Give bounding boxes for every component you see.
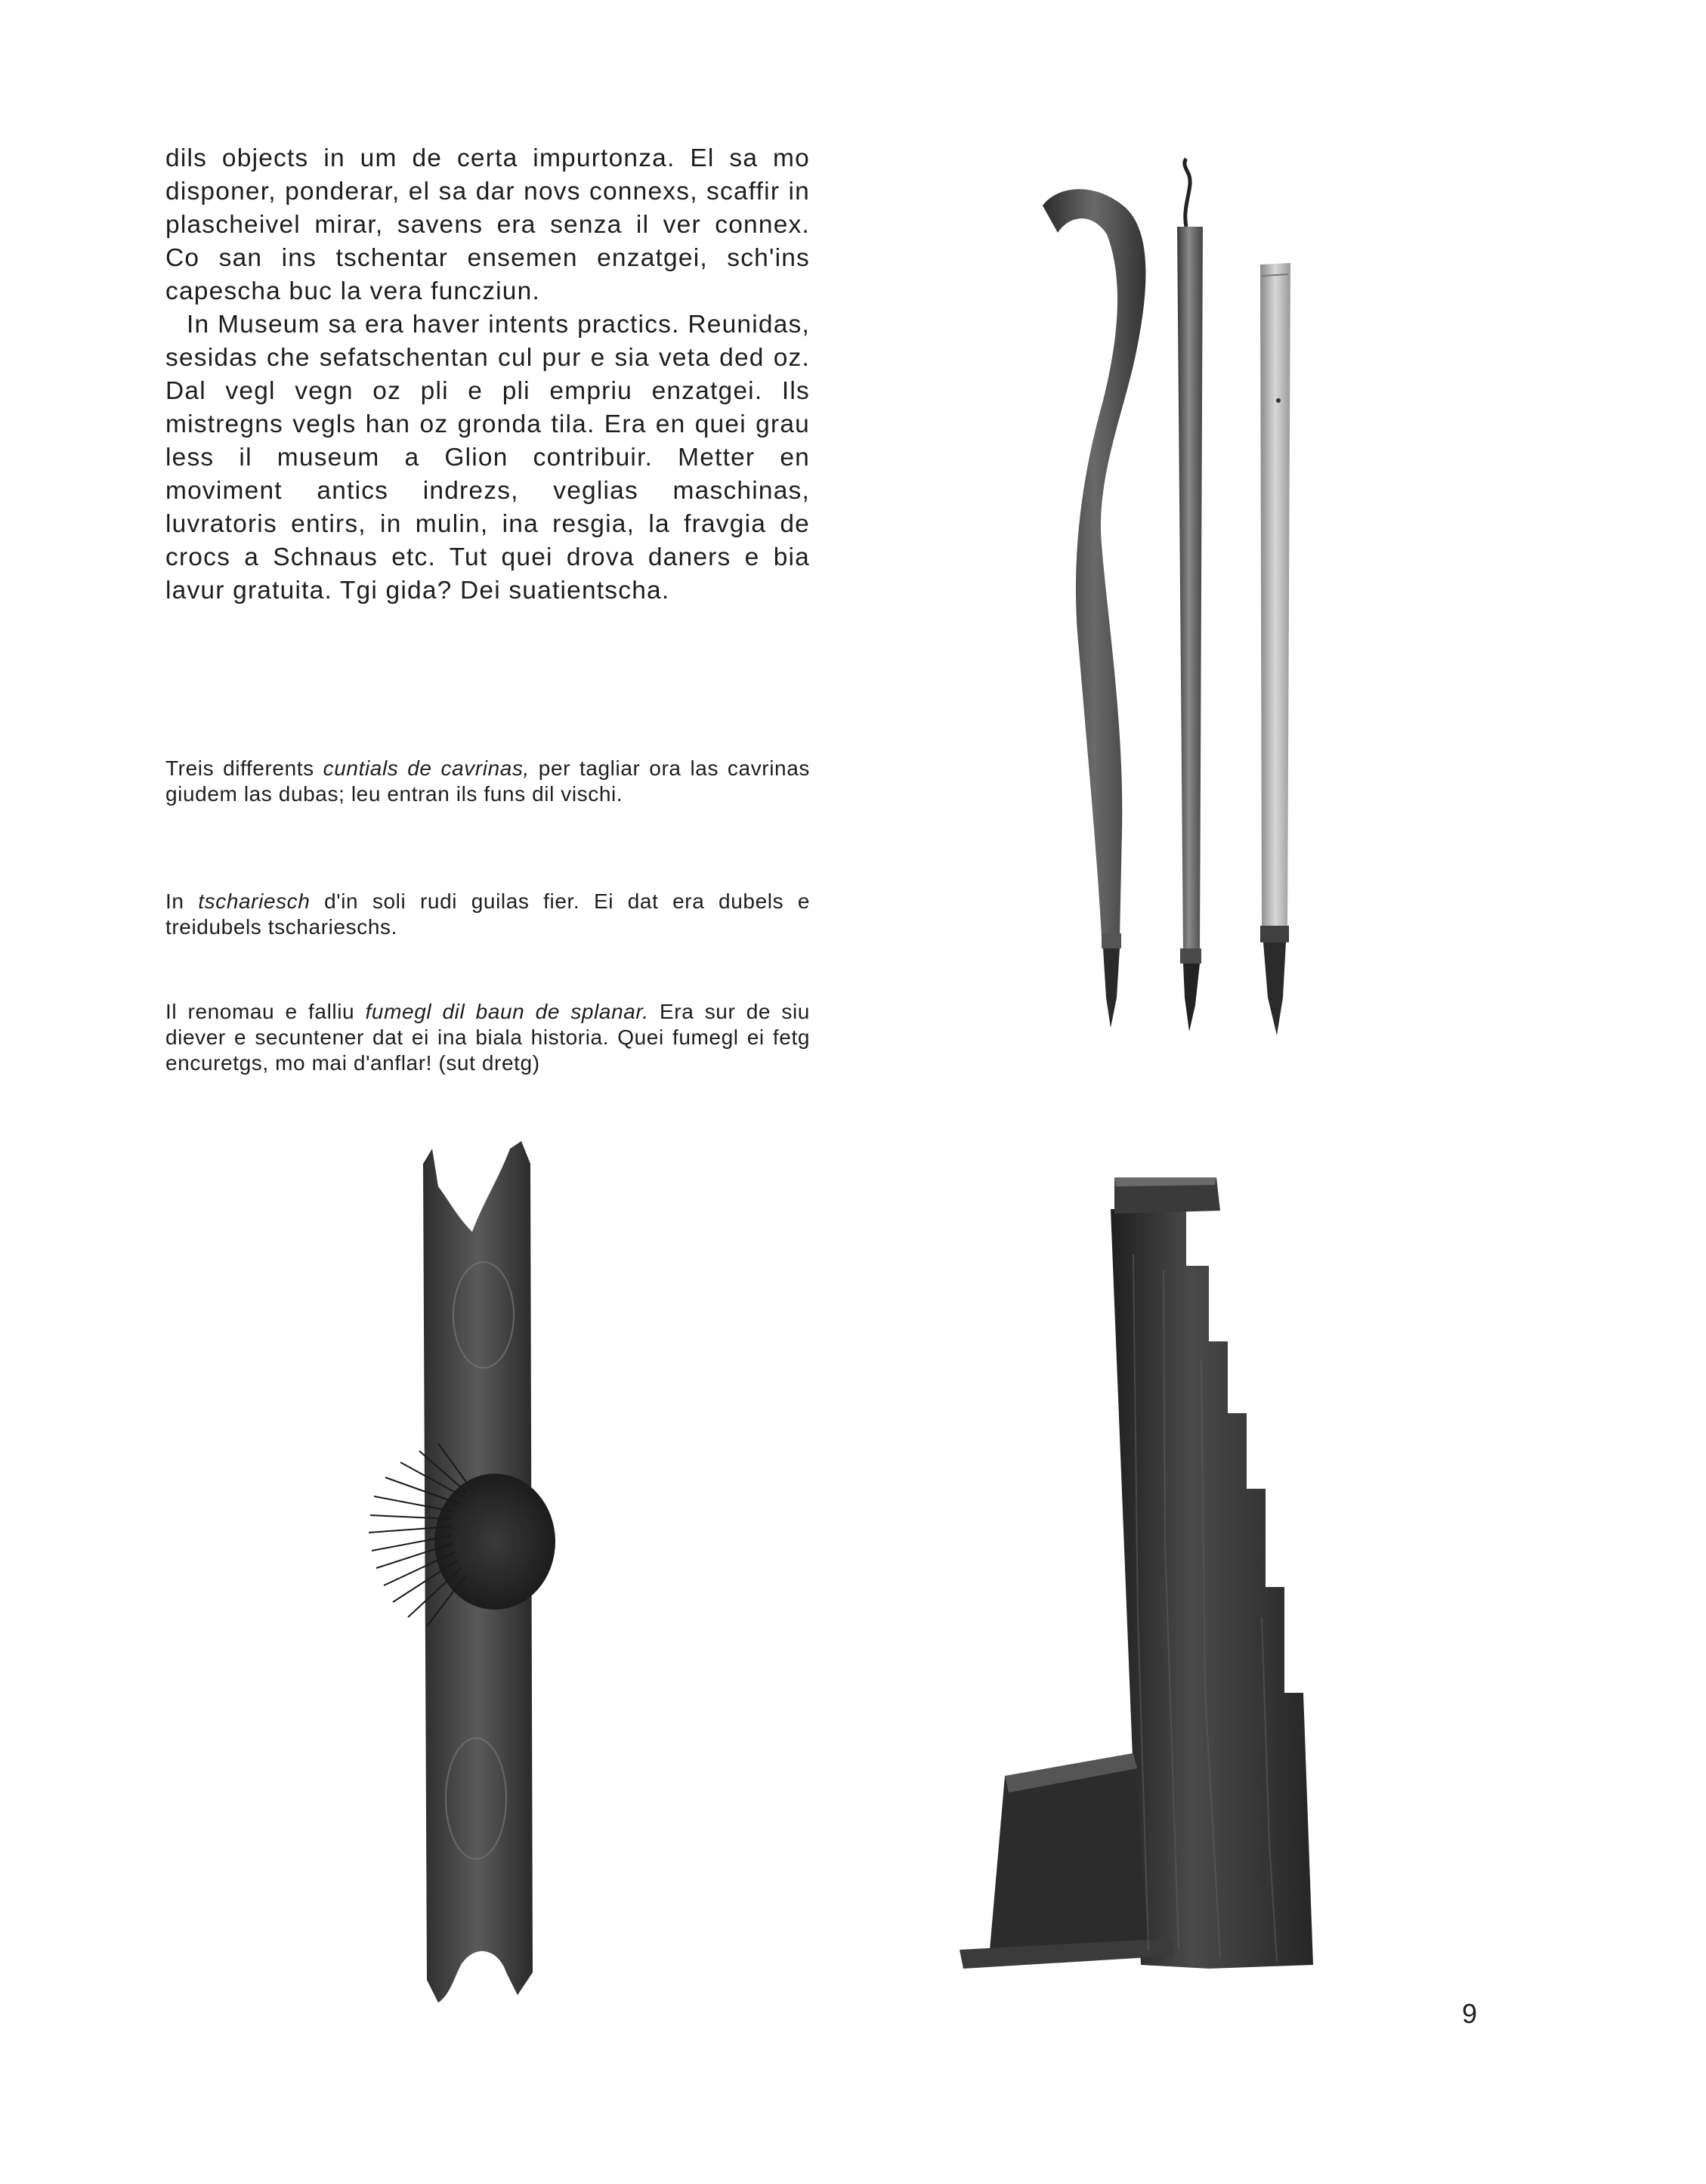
caption-fumegl: Il renomau e falliu fumegl dil baun de splanar. Era sur de siu diever e secuntener dat ei ina biala historia. Quei fumegl ei fetg encuretgs, mo mai d'anflar! (sut dretg)	[165, 1000, 810, 1075]
body-paragraph-1: dils objects in um de certa impurtonza. El sa mo disponer, ponderar, el sa dar novs connexs, scaffir in plascheivel mirar, savens era senza il ver connex. Co san ins tschentar ensemen enzatgei, sch'ins capescha buc la vera funcziun.	[165, 144, 810, 305]
caption-cuntials: Treis differents cuntials de cavrinas, per tagliar ora las cavrinas giudem las dubas; leu entran ils funs dil vischi.	[165, 756, 810, 806]
body-paragraph-2: In Museum sa era haver intents practics. Reunidas, sesidas che sefatschentan cul pur e sia veta ded oz. Dal vegl vegn oz pli e pli empriu enzatgei. Ils mistregns vegls han oz gronda tila. Era en quei grau less il museum a Glion contribuir. Metter en moviment antics indrezs, veglias maschinas, luvratoris entirs, in mulin, ina resgia, la fravgia de crocs a Schnaus etc. Tut quei drova daners e bia lavur gratuita. Tgi gida? Dei suatientscha.	[165, 311, 810, 605]
caption-tschariesch: In tschariesch d'in soli rudi guilas fier. Ei dat era dubels e treidubels tscharieschs.	[165, 889, 811, 939]
body-text	[165, 142, 810, 608]
photo-cooper-knives	[997, 151, 1390, 1050]
page-number: 9	[1462, 1998, 1478, 2029]
photo-tschariesch	[363, 1118, 574, 2025]
photo-fumegl	[960, 1164, 1345, 2010]
